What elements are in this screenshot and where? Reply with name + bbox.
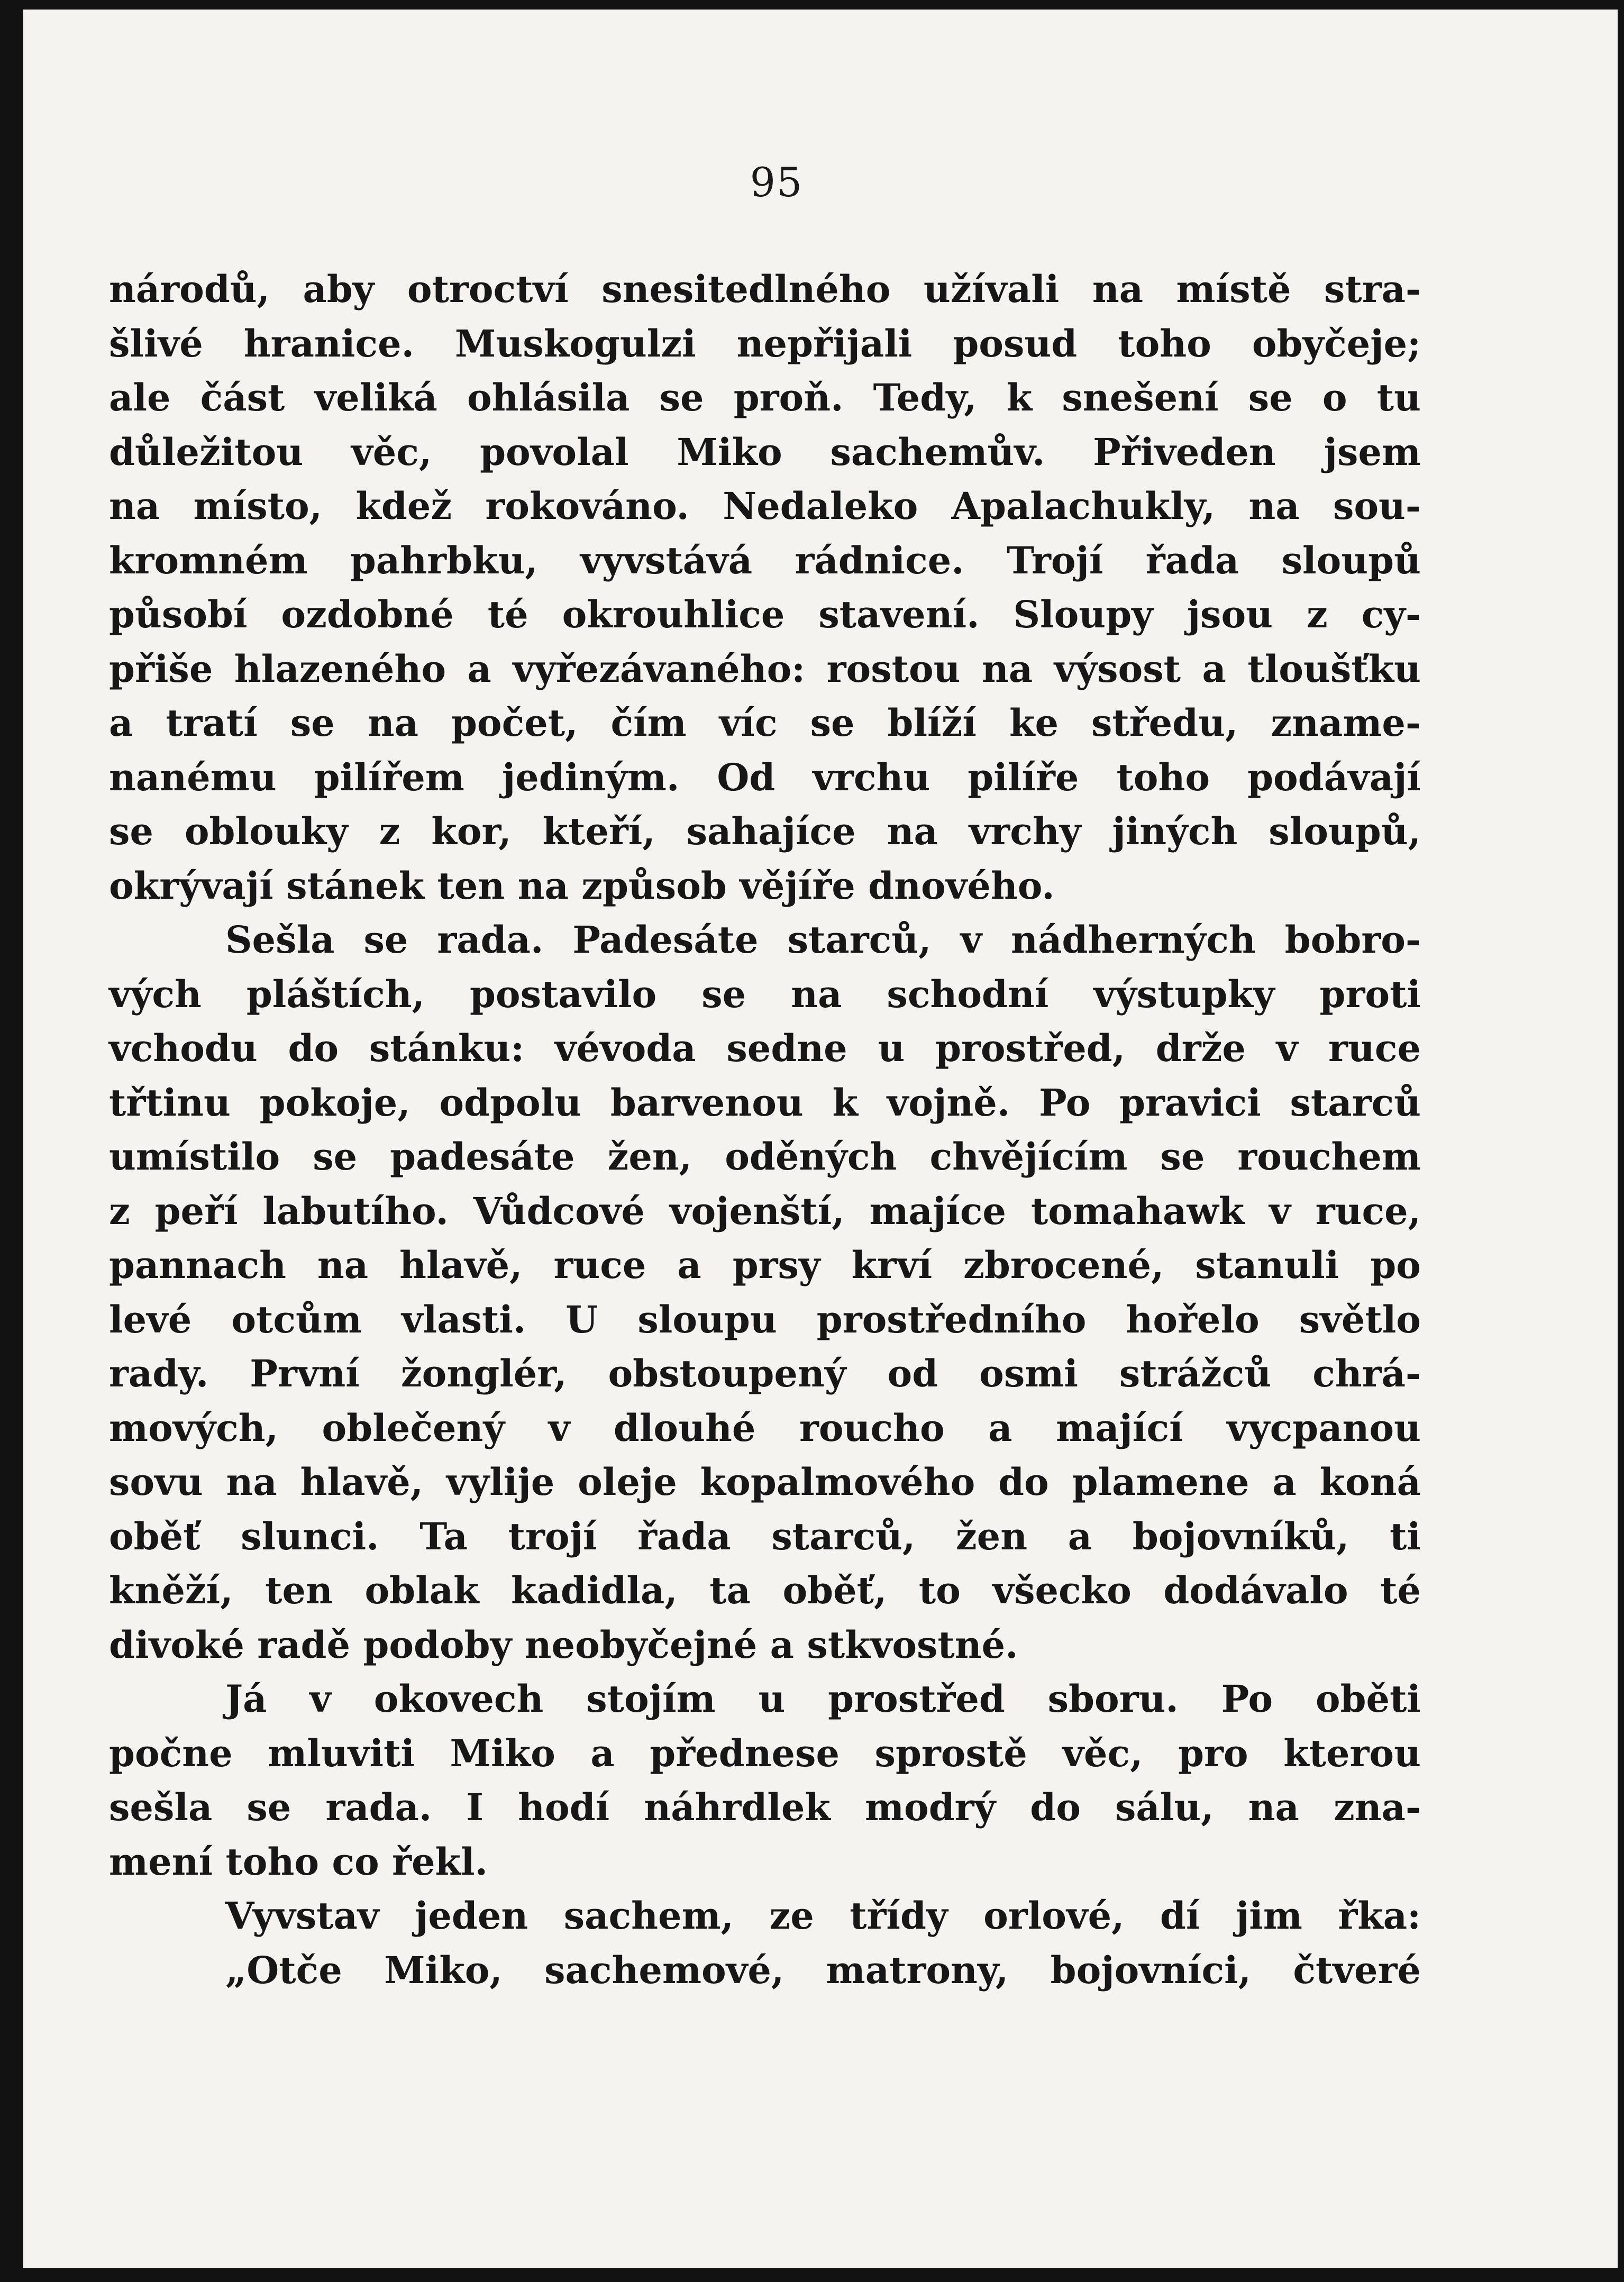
text-line: sovu na hlavě, vylije oleje kopalmového do plamene a koná — [109, 1460, 1421, 1504]
text-line: oběť slunci. Ta trojí řada starců, žen a bojovníků, ti — [109, 1514, 1421, 1558]
text-line: vých pláštích, postavilo se na schodní výstupky proti — [109, 972, 1421, 1016]
text-line: ale část veliká ohlásila se proň. Tedy, k snešení se o tu — [109, 376, 1421, 419]
text-line: mení toho co řekl. — [109, 1839, 488, 1884]
text-line: „Otče Miko, sachemové, matrony, bojovníci, čtveré — [225, 1948, 1421, 1992]
page-number: 95 — [750, 159, 804, 206]
text-line: důležitou věc, povolal Miko sachemův. Přiveden jsem — [109, 430, 1421, 474]
text-line: a tratí se na počet, čím víc se blíží ke středu, zname- — [109, 701, 1421, 745]
text-line: z peří labutího. Vůdcové vojenští, majíce tomahawk v ruce, — [109, 1189, 1421, 1233]
text-line: se oblouky z kor, kteří, sahajíce na vrchy jiných sloupů, — [109, 809, 1421, 853]
text-line: mových, oblečený v dlouhé roucho a mající vycpanou — [109, 1405, 1421, 1450]
text-line: Vyvstav jeden sachem, ze třídy orlové, dí jim řka: — [225, 1894, 1421, 1938]
text-line: Já v okovech stojím u prostřed sboru. Po oběti — [225, 1677, 1421, 1721]
text-line: působí ozdobné té okrouhlice stavení. Sloupy jsou z cy- — [109, 592, 1421, 636]
text-line: divoké radě podoby neobyčejné a stkvostné. — [109, 1622, 1018, 1667]
text-line: šlivé hranice. Muskogulzi nepřijali posud toho obyčeje; — [109, 321, 1421, 366]
text-line: na místo, kdež rokováno. Nedaleko Apalachukly, na sou- — [109, 484, 1421, 528]
text-line: Sešla se rada. Padesáte starců, v nádherných bobro- — [225, 918, 1421, 962]
body-text — [109, 262, 1421, 1997]
text-line: počne mluviti Miko a přednese sprostě věc, pro kterou — [109, 1731, 1421, 1775]
text-line: kněží, ten oblak kadidla, ta oběť, to všecko dodávalo té — [109, 1568, 1421, 1612]
text-line: národů, aby otroctví snesitedlného užívali na místě stra- — [109, 267, 1421, 311]
text-line: přiše hlazeného a vyřezávaného: rostou na výsost a tloušťku — [109, 646, 1421, 691]
book-page — [23, 10, 1618, 2268]
text-line: levé otcům vlasti. U sloupu prostředního hořelo světlo — [109, 1297, 1421, 1341]
text-line: vchodu do stánku: vévoda sedne u prostřed, drže v ruce — [109, 1026, 1421, 1070]
text-line: třtinu pokoje, odpolu barvenou k vojně. Po pravici starců — [109, 1080, 1421, 1125]
text-line: okrývají stánek ten na způsob vějíře dnového. — [109, 863, 1055, 908]
text-line: kromném pahrbku, vyvstává rádnice. Trojí řada sloupů — [109, 538, 1421, 582]
text-line: sešla se rada. I hodí náhrdlek modrý do sálu, na zna- — [109, 1785, 1421, 1829]
text-line: umístilo se padesáte žen, oděných chvějícím se rouchem — [109, 1135, 1421, 1179]
text-line: rady. První žonglér, obstoupený od osmi strážců chrá- — [109, 1352, 1421, 1395]
text-line: pannach na hlavě, ruce a prsy krví zbrocené, stanuli po — [109, 1243, 1421, 1287]
text-line: nanému pilířem jediným. Od vrchu pilíře toho podávají — [109, 755, 1421, 799]
